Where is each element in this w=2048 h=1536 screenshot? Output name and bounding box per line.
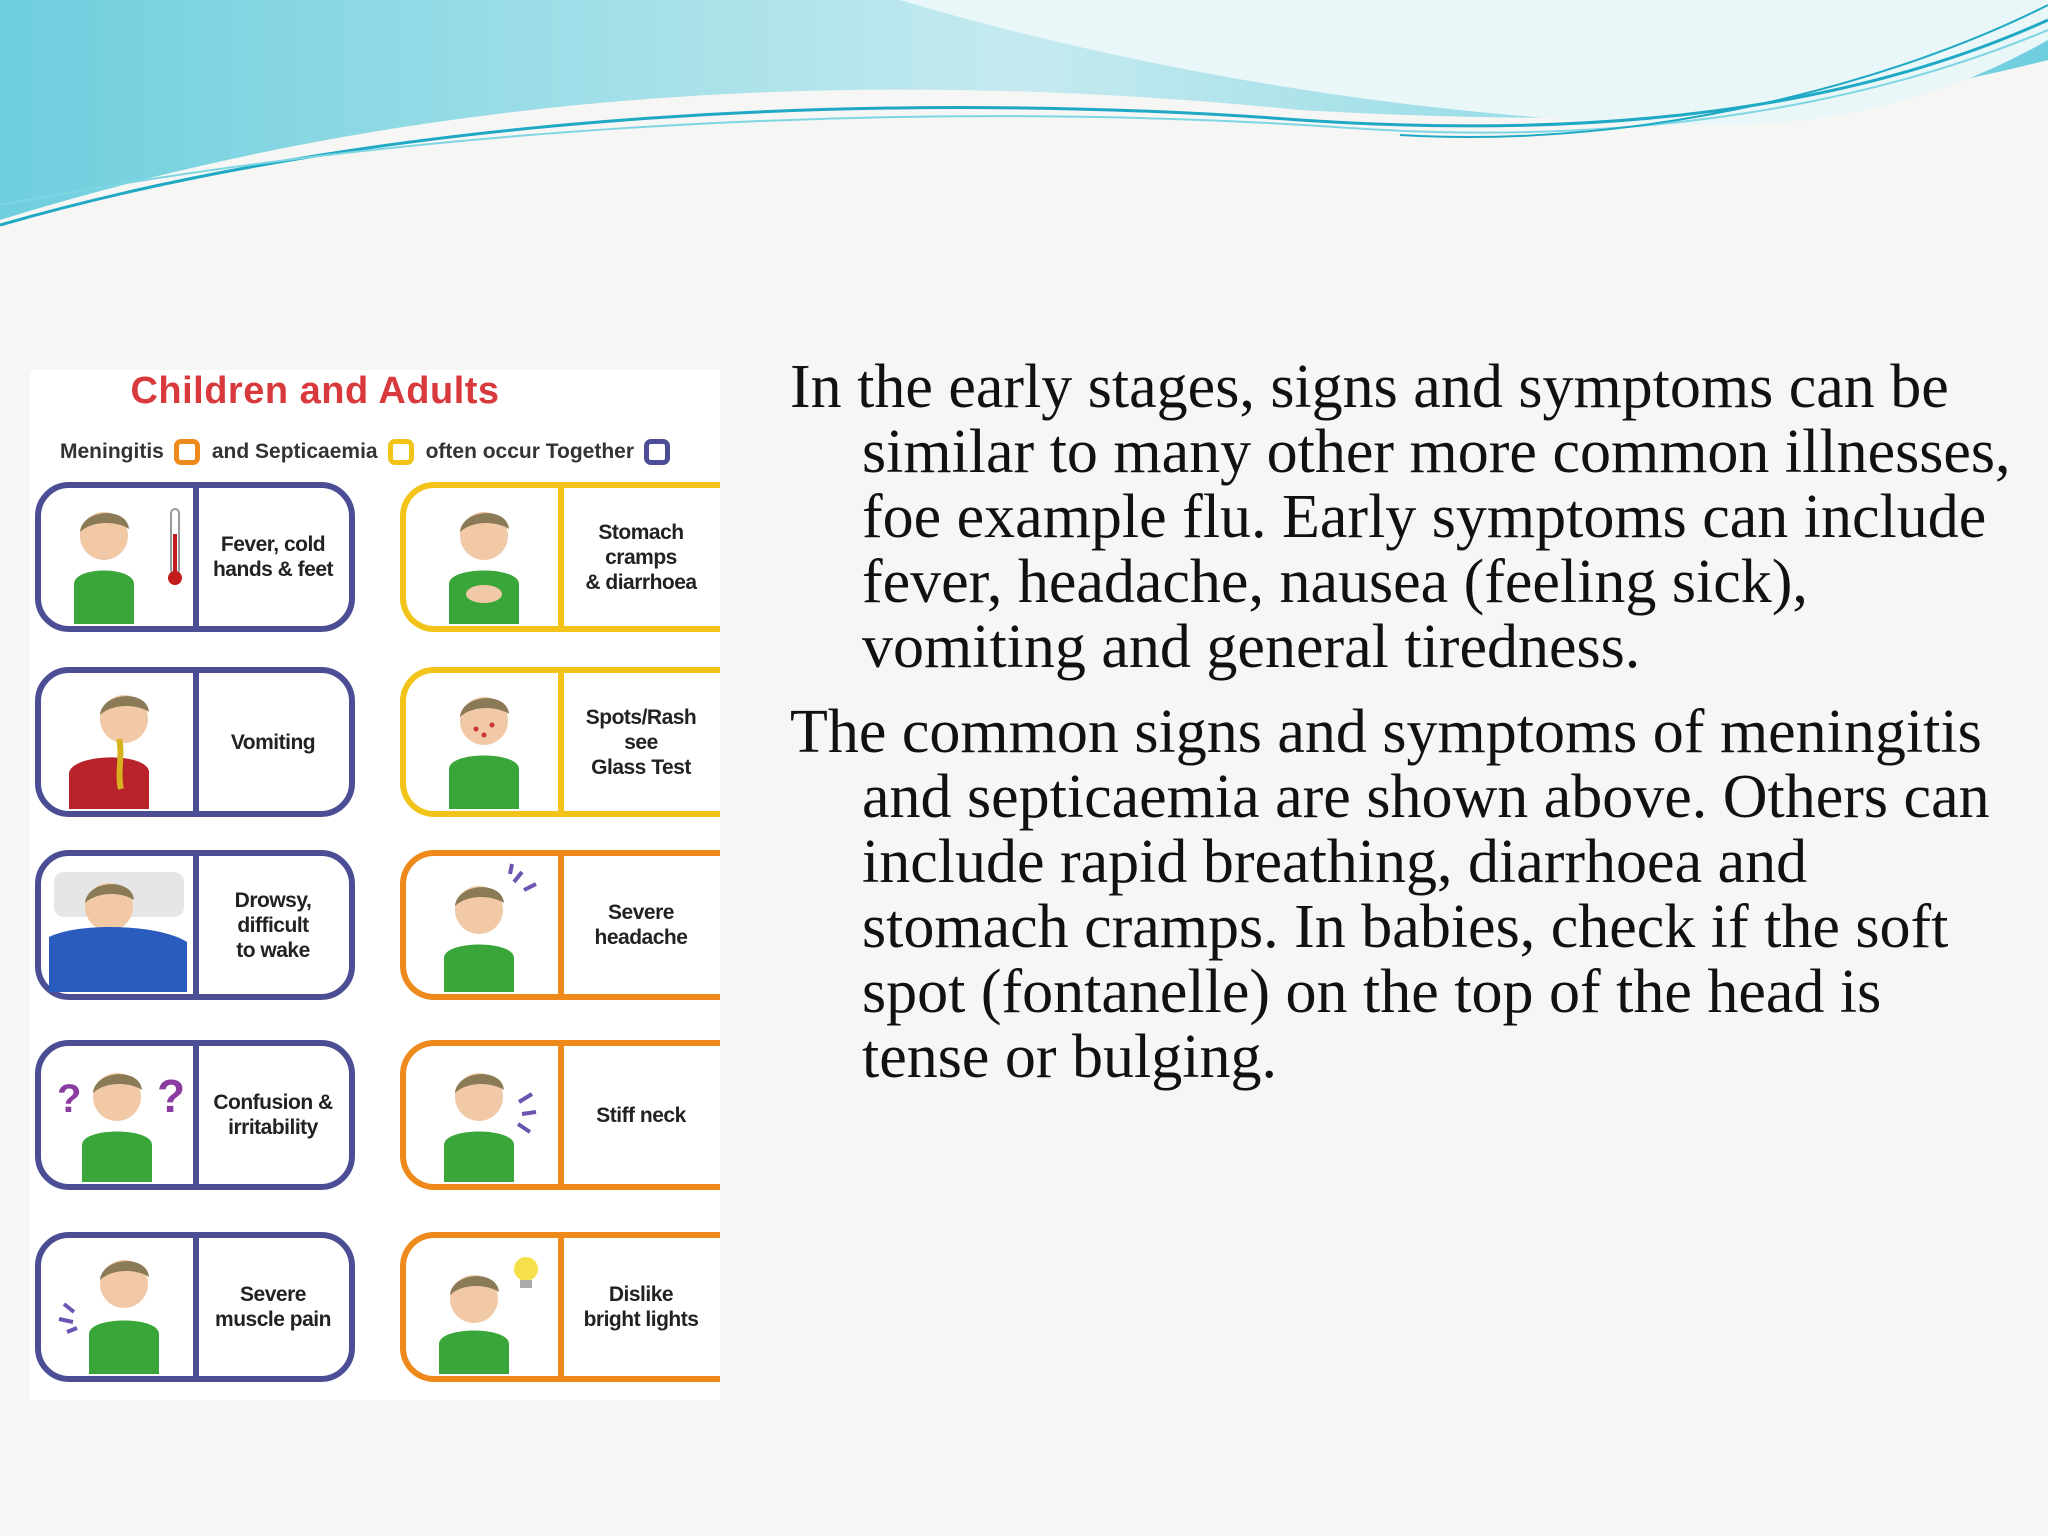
drowsy-icon [49, 862, 187, 992]
stiff-neck-icon [414, 1052, 552, 1182]
symptom-label: Fever, cold hands & feet [212, 533, 334, 581]
symptom-card-stiff-neck [400, 1040, 720, 1190]
symptom-label: Stiff neck [596, 1103, 686, 1127]
symptom-label: Severe muscle pain [215, 1283, 331, 1331]
headache-icon [414, 862, 552, 992]
symptom-card-muscle-pain [35, 1232, 355, 1382]
card-divider [193, 488, 199, 626]
symptom-card-drowsy [35, 850, 355, 1000]
card-divider [558, 673, 564, 811]
card-divider [193, 673, 199, 811]
together-color-key [644, 439, 670, 465]
card-divider [558, 488, 564, 626]
symptom-card-bright-lights [400, 1232, 720, 1382]
vomiting-icon [49, 679, 187, 809]
symptom-card-headache [400, 850, 720, 1000]
symptom-label: Spots/Rash see Glass Test [585, 705, 697, 779]
symptom-card-vomiting [35, 667, 355, 817]
symptom-label: Severe headache [594, 901, 688, 949]
symptom-label: Stomach cramps & diarrhoea [585, 520, 697, 594]
muscle-pain-icon [49, 1244, 187, 1374]
infographic-title: Children and Adults [130, 370, 500, 412]
paragraph-early-symptoms: In the early stages, signs and symptoms can be similar to many other more common illnesses, foe example flu. Early symptoms can include fever, headache, nausea (feeling sick), vomiting and general tiredness. [790, 353, 2011, 681]
svg-text:?: ? [157, 1070, 186, 1122]
card-divider [193, 1238, 199, 1376]
paragraph-common-symptoms: The common signs and symptoms of meningitis and septicaemia are shown above. Others can include rapid breathing, diarrhoea and stomach cramps. In babies, check if the soft spot (fontanelle) on the top of the head is tense or bulging. [790, 698, 1990, 1091]
slide-body-text [790, 355, 2020, 1110]
symptom-card-rash [400, 667, 720, 817]
card-divider [558, 1238, 564, 1376]
meningitis-color-key [174, 439, 200, 465]
stomach-icon [414, 494, 552, 624]
infographic-legend [60, 432, 676, 472]
symptom-label: Confusion & irritability [213, 1091, 333, 1139]
card-divider [193, 1046, 199, 1184]
card-divider [558, 856, 564, 994]
thermometer-icon [49, 494, 187, 624]
symptoms-infographic [30, 370, 720, 1400]
question-mark-icon [49, 1052, 187, 1182]
light-bulb-icon [414, 1244, 552, 1374]
svg-text:?: ? [57, 1077, 82, 1121]
card-divider [558, 1046, 564, 1184]
card-divider [193, 856, 199, 994]
symptom-label: Dislike bright lights [583, 1283, 699, 1331]
rash-icon [414, 679, 552, 809]
legend-meningitis-label: Meningitis [60, 440, 164, 463]
symptom-card-fever [35, 482, 355, 632]
symptom-label: Vomiting [230, 730, 316, 754]
legend-septicaemia-label: and Septicaemia [211, 440, 378, 463]
symptom-card-confusion [35, 1040, 355, 1190]
septicaemia-color-key [388, 439, 414, 465]
legend-together-label: often occur Together [425, 440, 635, 463]
wave-header-decoration [0, 0, 2048, 240]
symptom-label: Drowsy, difficult to wake [234, 888, 312, 962]
symptom-card-stomach-cramps [400, 482, 720, 632]
